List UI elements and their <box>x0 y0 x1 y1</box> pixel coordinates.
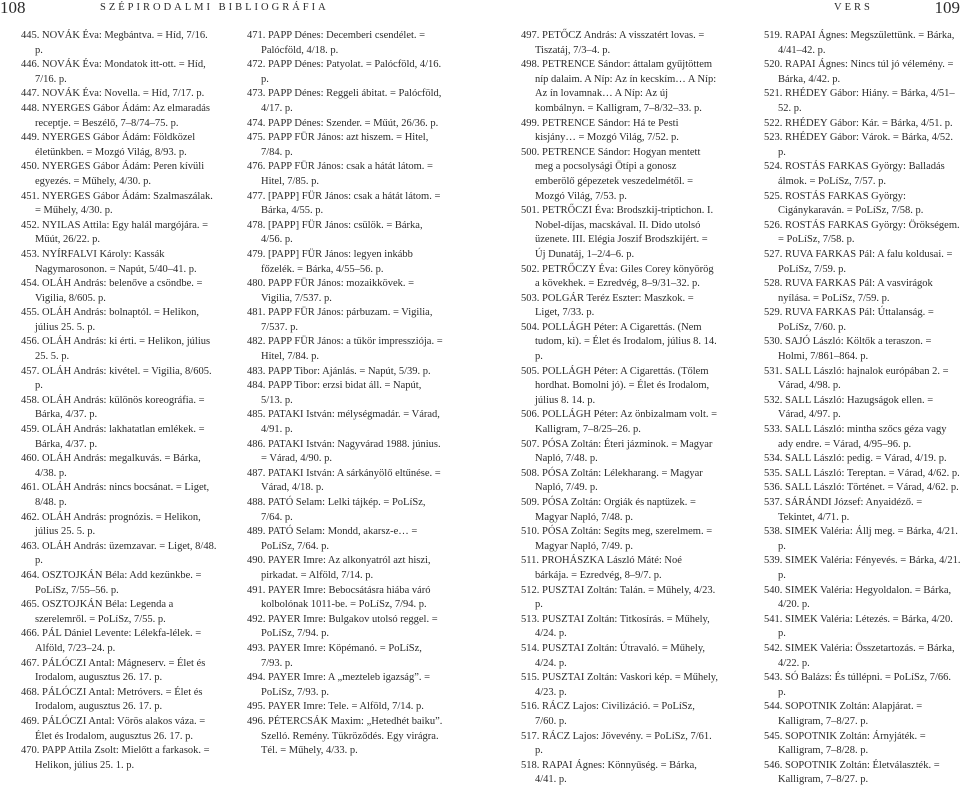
bibliography-entry: 447. NOVÁK Éva: Novella. = Híd, 7/17. p. <box>21 87 218 102</box>
bibliography-entry: 480. PAPP FÜR János: mozaikkövek. = Vigilia, 7/537. p. <box>247 277 444 306</box>
bibliography-entry: 450. NYERGES Gábor Ádám: Peren kívüli egyezés. = Műhely, 4/30. p. <box>21 160 218 189</box>
bibliography-entry: 500. PETRENCE Sándor: Hogyan mentett meg a pocsolysági Ötípi a gonosz emberölő gépezetek veszedelmétől. = Mozgó Világ, 7/53. p. <box>521 146 718 204</box>
bibliography-entry: 538. SIMEK Valéria: Állj meg. = Bárka, 4/21. p. <box>764 525 960 554</box>
bibliography-entry: 534. SALL László: pedig. = Várad, 4/19. p. <box>764 452 960 467</box>
bibliography-entry: 530. SAJÓ László: Költők a teraszon. = Holmi, 7/861–864. p. <box>764 335 960 364</box>
bibliography-entry: 462. OLÁH András: prognózis. = Helikon, július 25. 5. p. <box>21 511 218 540</box>
bibliography-entry: 510. PÓSA Zoltán: Segíts meg, szerelmem. = Magyar Napló, 7/49. p. <box>521 525 718 554</box>
bibliography-entry: 496. PÉTERCSÁK Maxim: „Hetedhét baiku”. Szelló. Remény. Tükröződés. Egy virágra. Tél. = Műhely, 4/33. p. <box>247 715 444 759</box>
bibliography-entry: 460. OLÁH András: megalkuvás. = Bárka, 4/38. p. <box>21 452 218 481</box>
page-number-left: 108 <box>0 0 26 18</box>
bibliography-column-1 <box>21 29 218 773</box>
bibliography-entry: 504. POLLÁGH Péter: A Cigarettás. (Nem tudom, ki). = Élet és Irodalom, július 8. 14. p. <box>521 321 718 365</box>
bibliography-entry: 470. PAPP Attila Zsolt: Mielőtt a farkasok. = Helikon, július 25. 1. p. <box>21 744 218 773</box>
bibliography-entry: 464. OSZTOJKÁN Béla: Add kezünkbe. = PoLíSz, 7/55–56. p. <box>21 569 218 598</box>
bibliography-entry: 543. SÓ Balázs: És túllépni. = PoLíSz, 7/66. p. <box>764 671 960 700</box>
bibliography-entry: 475. PAPP FÜR János: azt hiszem. = Hitel, 7/84. p. <box>247 131 444 160</box>
bibliography-entry: 467. PÁLÓCZI Antal: Mágneserv. = Élet és Irodalom, augusztus 26. 17. p. <box>21 657 218 686</box>
bibliography-entry: 535. SALL László: Tereptan. = Várad, 4/62. p. <box>764 467 960 482</box>
bibliography-entry: 488. PATÓ Selam: Lelki tájkép. = PoLíSz, 7/64. p. <box>247 496 444 525</box>
bibliography-entry: 469. PÁLÓCZI Antal: Vörös alakos váza. = Élet és Irodalom, augusztus 26. 17. p. <box>21 715 218 744</box>
bibliography-entry: 519. RAPAI Ágnes: Megszülettünk. = Bárka, 4/41–42. p. <box>764 29 960 58</box>
bibliography-entry: 489. PATÓ Selam: Mondd, akarsz-e… = PoLíSz, 7/64. p. <box>247 525 444 554</box>
bibliography-entry: 509. PÓSA Zoltán: Orgiák és naptüzek. = Magyar Napló, 7/48. p. <box>521 496 718 525</box>
bibliography-entry: 463. OLÁH András: üzemzavar. = Liget, 8/48. p. <box>21 540 218 569</box>
bibliography-entry: 545. SOPOTNIK Zoltán: Árnyjáték. = Kalligram, 7–8/28. p. <box>764 730 960 759</box>
bibliography-entry: 453. NYÍRFALVI Károly: Kassák Nagymarosonon. = Napút, 5/40–41. p. <box>21 248 218 277</box>
bibliography-entry: 525. ROSTÁS FARKAS György: Cigánykaraván. = PoLíSz, 7/58. p. <box>764 190 960 219</box>
bibliography-entry: 517. RÁCZ Lajos: Jövevény. = PoLíSz, 7/61. p. <box>521 730 718 759</box>
bibliography-entry: 466. PÁL Dániel Levente: Lélekfa-lélek. = Alföld, 7/23–24. p. <box>21 627 218 656</box>
bibliography-entry: 446. NOVÁK Éva: Mondatok itt-ott. = Híd, 7/16. p. <box>21 58 218 87</box>
bibliography-entry: 505. POLLÁGH Péter: A Cigarettás. (Tőlem hordhat. Bomolni jó). = Élet és Irodalom, július 8. 14. p. <box>521 365 718 409</box>
bibliography-entry: 465. OSZTOJKÁN Béla: Legenda a szerelemről. = PoLíSz, 7/55. p. <box>21 598 218 627</box>
bibliography-entry: 492. PAYER Imre: Bulgakov utolsó reggel. = PoLíSz, 7/94. p. <box>247 613 444 642</box>
bibliography-entry: 445. NOVÁK Éva: Megbántva. = Híd, 7/16. p. <box>21 29 218 58</box>
bibliography-entry: 457. OLÁH András: kivétel. = Vigilia, 8/605. p. <box>21 365 218 394</box>
bibliography-entry: 448. NYERGES Gábor Ádám: Az elmaradás receptje. = Beszélő, 7–8/74–75. p. <box>21 102 218 131</box>
bibliography-entry: 449. NYERGES Gábor Ádám: Földközel életünkben. = Mozgó Világ, 8/93. p. <box>21 131 218 160</box>
page-header <box>0 0 960 22</box>
bibliography-entry: 526. ROSTÁS FARKAS György: Örökségem. = PoLíSz, 7/58. p. <box>764 219 960 248</box>
bibliography-entry: 521. RHÉDEY Gábor: Hiány. = Bárka, 4/51–52. p. <box>764 87 960 116</box>
bibliography-entry: 495. PAYER Imre: Tele. = Alföld, 7/14. p. <box>247 700 444 715</box>
running-head-right: VERS <box>834 2 873 13</box>
bibliography-entry: 507. PÓSA Zoltán: Éteri jázminok. = Magyar Napló, 7/48. p. <box>521 438 718 467</box>
bibliography-entry: 454. OLÁH András: belenőve a csöndbe. = Vigilia, 8/605. p. <box>21 277 218 306</box>
bibliography-entry: 484. PAPP Tibor: erzsi bidat áll. = Napút, 5/13. p. <box>247 379 444 408</box>
bibliography-entry: 520. RAPAI Ágnes: Nincs túl jó vélemény. = Bárka, 4/42. p. <box>764 58 960 87</box>
bibliography-entry: 474. PAPP Dénes: Szender. = Műút, 26/36. p. <box>247 117 444 132</box>
bibliography-entry: 451. NYERGES Gábor Ádám: Szalmaszálak. = Műhely, 4/30. p. <box>21 190 218 219</box>
bibliography-entry: 498. PETRENCE Sándor: áttalam gyűjtöttem níp dalaim. A Níp: Az ín kecskím… A Níp: Az ín lovamnak… A Níp: Az új kombálnyn. = Kalligram, 7–8/32–33. p. <box>521 58 718 116</box>
bibliography-entry: 485. PATAKI István: mélységmadár. = Várad, 4/91. p. <box>247 408 444 437</box>
bibliography-column-3 <box>521 29 718 788</box>
bibliography-entry: 459. OLÁH András: lakhatatlan emlékek. = Bárka, 4/37. p. <box>21 423 218 452</box>
bibliography-entry: 511. PROHÁSZKA László Máté: Noé bárkája. = Ezredvég, 8–9/7. p. <box>521 554 718 583</box>
bibliography-entry: 452. NYILAS Attila: Egy halál margójára. = Műút, 26/22. p. <box>21 219 218 248</box>
bibliography-entry: 546. SOPOTNIK Zoltán: Életválaszték. = Kalligram, 7–8/27. p. <box>764 759 960 788</box>
bibliography-entry: 478. [PAPP] FÜR János: csülök. = Bárka, 4/56. p. <box>247 219 444 248</box>
bibliography-entry: 468. PÁLÓCZI Antal: Metróvers. = Élet és Irodalom, augusztus 26. 17. p. <box>21 686 218 715</box>
bibliography-entry: 514. PUSZTAI Zoltán: Útravaló. = Műhely, 4/24. p. <box>521 642 718 671</box>
bibliography-entry: 513. PUSZTAI Zoltán: Titkosírás. = Műhely, 4/24. p. <box>521 613 718 642</box>
bibliography-entry: 533. SALL László: mintha szőcs géza vagy ady endre. = Várad, 4/95–96. p. <box>764 423 960 452</box>
bibliography-entry: 516. RÁCZ Lajos: Civilizáció. = PoLíSz, 7/60. p. <box>521 700 718 729</box>
bibliography-entry: 491. PAYER Imre: Bebocsátásra hiába váró kolbolónak 1011-be. = PoLíSz, 7/94. p. <box>247 584 444 613</box>
bibliography-entry: 541. SIMEK Valéria: Létezés. = Bárka, 4/20. p. <box>764 613 960 642</box>
bibliography-entry: 508. PÓSA Zoltán: Lélekharang. = Magyar Napló, 7/49. p. <box>521 467 718 496</box>
bibliography-entry: 537. SÁRÁNDI József: Anyaidéző. = Tekintet, 4/71. p. <box>764 496 960 525</box>
bibliography-entry: 481. PAPP FÜR János: párbuzam. = Vigilia, 7/537. p. <box>247 306 444 335</box>
bibliography-entry: 455. OLÁH András: bolnaptól. = Helikon, július 25. 5. p. <box>21 306 218 335</box>
bibliography-entry: 512. PUSZTAI Zoltán: Talán. = Műhely, 4/23. p. <box>521 584 718 613</box>
bibliography-entry: 540. SIMEK Valéria: Hegyoldalon. = Bárka, 4/20. p. <box>764 584 960 613</box>
bibliography-entry: 503. POLGÁR Teréz Eszter: Maszkok. = Liget, 7/33. p. <box>521 292 718 321</box>
bibliography-entry: 456. OLÁH András: ki érti. = Helikon, július 25. 5. p. <box>21 335 218 364</box>
bibliography-entry: 476. PAPP FÜR János: csak a hátát látom. = Hitel, 7/85. p. <box>247 160 444 189</box>
bibliography-entry: 473. PAPP Dénes: Reggeli ábitat. = Palócföld, 4/17. p. <box>247 87 444 116</box>
bibliography-entry: 524. ROSTÁS FARKAS György: Balladás álmok. = PoLíSz, 7/57. p. <box>764 160 960 189</box>
bibliography-entry: 497. PETŐCZ András: A visszatért lovas. = Tiszatáj, 7/3–4. p. <box>521 29 718 58</box>
bibliography-column-4 <box>764 29 960 788</box>
bibliography-entry: 532. SALL László: Hazugságok ellen. = Várad, 4/97. p. <box>764 394 960 423</box>
bibliography-entry: 493. PAYER Imre: Köpémanó. = PoLíSz, 7/93. p. <box>247 642 444 671</box>
bibliography-entry: 544. SOPOTNIK Zoltán: Alapjárat. = Kalligram, 7–8/27. p. <box>764 700 960 729</box>
running-head-left: SZÉPIRODALMI BIBLIOGRÁFIA <box>100 2 329 13</box>
bibliography-column-2 <box>247 29 444 759</box>
bibliography-entry: 490. PAYER Imre: Az alkonyatról azt hiszi, pirkadat. = Alföld, 7/14. p. <box>247 554 444 583</box>
bibliography-entry: 529. RUVA FARKAS Pál: Úttalanság. = PoLíSz, 7/60. p. <box>764 306 960 335</box>
bibliography-entry: 494. PAYER Imre: A „mezteleb igazság”. = PoLíSz, 7/93. p. <box>247 671 444 700</box>
bibliography-entry: 536. SALL László: Történet. = Várad, 4/62. p. <box>764 481 960 496</box>
bibliography-entry: 539. SIMEK Valéria: Fényevés. = Bárka, 4/21. p. <box>764 554 960 583</box>
bibliography-entry: 487. PATAKI István: A sárkányölő eltűnése. = Várad, 4/18. p. <box>247 467 444 496</box>
bibliography-entry: 515. PUSZTAI Zoltán: Vaskori kép. = Műhely, 4/23. p. <box>521 671 718 700</box>
bibliography-entry: 477. [PAPP] FÜR János: csak a hátát látom. = Bárka, 4/55. p. <box>247 190 444 219</box>
bibliography-entry: 542. SIMEK Valéria: Összetartozás. = Bárka, 4/22. p. <box>764 642 960 671</box>
bibliography-entry: 501. PETRŐCZI Éva: Brodszkij-triptichon. I. Nobel-díjas, macskával. II. Dido utolsó üzenete. III. Elégia Joszif Brodszkijért. = Új Dunatáj, 1–2/4–6. p. <box>521 204 718 262</box>
bibliography-entry: 528. RUVA FARKAS Pál: A vasvirágok nyílása. = PoLíSz, 7/59. p. <box>764 277 960 306</box>
bibliography-entry: 461. OLÁH András: nincs bocsánat. = Liget, 8/48. p. <box>21 481 218 510</box>
bibliography-entry: 458. OLÁH András: különös koreográfia. = Bárka, 4/37. p. <box>21 394 218 423</box>
bibliography-entry: 499. PETRENCE Sándor: Há te Pesti kisjány… = Mozgó Világ, 7/52. p. <box>521 117 718 146</box>
bibliography-entry: 531. SALL László: hajnalok európában 2. = Várad, 4/98. p. <box>764 365 960 394</box>
bibliography-entry: 518. RAPAI Ágnes: Könnyűség. = Bárka, 4/41. p. <box>521 759 718 788</box>
bibliography-entry: 482. PAPP FÜR János: a tükör impressziója. = Hitel, 7/84. p. <box>247 335 444 364</box>
page-number-right: 109 <box>935 0 960 18</box>
bibliography-entry: 523. RHÉDEY Gábor: Várok. = Bárka, 4/52. p. <box>764 131 960 160</box>
bibliography-entry: 471. PAPP Dénes: Decemberi csendélet. = Palócföld, 4/18. p. <box>247 29 444 58</box>
bibliography-entry: 479. [PAPP] FÜR János: legyen inkább főzelék. = Bárka, 4/55–56. p. <box>247 248 444 277</box>
bibliography-entry: 472. PAPP Dénes: Patyolat. = Palócföld, 4/16. p. <box>247 58 444 87</box>
bibliography-entry: 506. POLLÁGH Péter: Az önbizalmam volt. = Kalligram, 7–8/25–26. p. <box>521 408 718 437</box>
bibliography-entry: 522. RHÉDEY Gábor: Kár. = Bárka, 4/51. p. <box>764 117 960 132</box>
bibliography-entry: 483. PAPP Tibor: Ajánlás. = Napút, 5/39. p. <box>247 365 444 380</box>
bibliography-entry: 486. PATAKI István: Nagyvárad 1988. június. = Várad, 4/90. p. <box>247 438 444 467</box>
bibliography-entry: 502. PETRŐCZY Éva: Giles Corey könyörög a kövekhek. = Ezredvég, 8–9/31–32. p. <box>521 263 718 292</box>
bibliography-entry: 527. RUVA FARKAS Pál: A falu koldusai. = PoLíSz, 7/59. p. <box>764 248 960 277</box>
